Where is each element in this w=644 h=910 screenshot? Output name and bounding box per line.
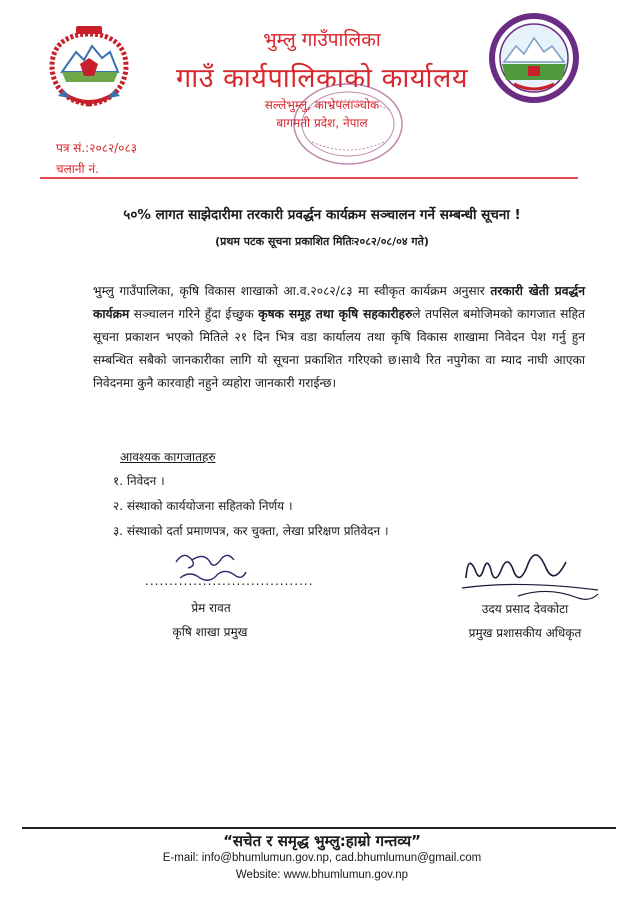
document-item: १. निवेदन । [113, 474, 165, 488]
body-text-3: ले तपसिल बमोजिमको कागजात सहित सूचना प्रकाशन भएको मितिले २१ दिन भित्र वडा कार्यालय तथा कृषि विकास शाखामा निवेदन पेश गर्नु हुन सम्बन्धित सबैको जानकारीका लागि यो सूचना प्रकाशित गरिएको छ।साथै रित नपुगेका वा म्याद नाघी आएका निवेदनमा कुनै कारवाही नहुने व्यहोरा जानकारी गराईन्छ। [93, 307, 585, 390]
body-text-2: सञ्चालन गरिने हुँदा ईच्छुक [129, 307, 259, 321]
notice-body [93, 280, 585, 395]
notice-subject: ५०% लागत साझेदारीमा तरकारी प्रवर्द्धन कार्यक्रम सञ्चालन गर्ने सम्बन्धी सूचना ! [123, 207, 521, 223]
document-item: २. संस्थाको कार्ययोजना सहितको निर्णय । [113, 499, 293, 513]
header-divider [40, 177, 578, 179]
dispatch-number-label: चलानी नं. [56, 162, 99, 176]
body-bold-groups: कृषक समूह तथा कृषि सहकारीहरु [258, 307, 413, 321]
municipality-name: भुम्लु गाउँपालिका [263, 29, 381, 51]
office-name: गाउँ कार्यपालिकाको कार्यालय [176, 63, 468, 94]
reference-number: पत्र सं.:२०८२/०८३ [56, 141, 137, 155]
footer-motto: “सचेत र समृद्ध भुम्लु:हाम्रो गन्तव्य” [223, 832, 421, 850]
required-documents-heading: आवश्यक कागजातहरु [120, 450, 216, 464]
publication-date: (प्रथम पटक सूचना प्रकाशित मितिः२०८२/०८/०४ गते) [215, 235, 429, 248]
left-signatory-name: प्रेम रावत [191, 601, 231, 615]
right-signature [458, 538, 603, 604]
address-line-2: बागमती प्रदेश, नेपाल [276, 116, 368, 130]
left-signatory-title: कृषि शाखा प्रमुख [172, 625, 248, 639]
body-bold-program: तरकारी खेती प्रवर्द्धन कार्यक्रम [93, 284, 585, 321]
footer-website: Website: www.bhumlumun.gov.np [235, 869, 409, 881]
body-text-1: भुम्लु गाउँपालिका, कृषि विकास शाखाको आ.व.२०८२/८३ मा स्वीकृत कार्यक्रम अनुसार [93, 284, 491, 298]
signature-line: ................................... [145, 574, 314, 588]
footer-divider [22, 827, 616, 829]
footer-email: E-mail: info@bhumlumun.gov.np, cad.bhumlumun@gmail.com [162, 852, 482, 864]
address-line-1: सल्लेभुम्लु, काभ्रेपलाञ्चोक [264, 98, 380, 112]
right-signatory-title: प्रमुख प्रशासकीय अधिकृत [468, 626, 582, 640]
office-stamp [282, 80, 412, 172]
right-signatory-name: उदय प्रसाद देवकोटा [481, 602, 569, 616]
document-item: ३. संस्थाको दर्ता प्रमाणपत्र, कर चुक्ता, लेखा प्ररिक्षण प्रतिवेदन । [113, 524, 389, 538]
